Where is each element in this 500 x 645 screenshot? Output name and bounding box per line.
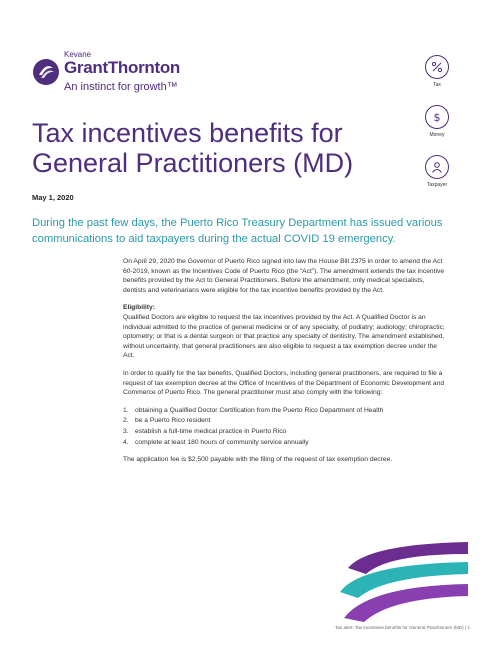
category-taxpayer: [423, 155, 451, 203]
fee-paragraph: The application fee is $2,500 payable with the filing of the request of tax exemption decree.: [123, 456, 393, 464]
eligibility-heading: Eligibility:: [123, 304, 155, 312]
logo-kevane: Kevane: [64, 50, 92, 59]
dollar-icon: [431, 111, 443, 123]
category-icons: [423, 55, 451, 205]
category-money: [423, 105, 451, 153]
category-label: Taxpayer: [426, 182, 448, 188]
grant-thornton-logo: [32, 48, 202, 110]
logo-mark-icon: [32, 58, 60, 86]
body-text: [123, 257, 445, 473]
logo-tagline: An instinct for growth™: [64, 81, 178, 93]
page-title: Tax incentives benefits for General Practitioners (MD): [32, 118, 354, 178]
list-item: 1. obtaining a Qualified Doctor Certification from the Puerto Rico Department of Health: [123, 406, 384, 414]
category-tax: [423, 55, 451, 103]
qualification-paragraph: In order to qualify for the tax benefits, Qualified Doctors, including general practitioners, are required to file a request of tax exemption decree at the Office of Incentives of the Department of Economic Development and Commerce of Puerto Rico. The general practitioner must also comply with the following:: [123, 369, 445, 397]
category-label: Tax: [433, 82, 441, 88]
intro-paragraph: On April 29, 2020 the Governor of Puerto Rico signed into law the House Bill 2375 in order to amend the Act 60-2019, known as the Incentives Code of Puerto Rico (the “Act”). The amendment extends the tax incentive benefits provided by the Act to General Practitioners. Before the amendment, only medical specialists, dentists and veterinarians were eligible for the tax incentive benefits provided by the Act.: [123, 258, 445, 294]
requirements-list: [123, 406, 445, 447]
logo-name: GrantThornton: [64, 58, 181, 77]
list-item: 3. establish a full-time medical practice in Puerto Rico: [123, 427, 287, 435]
person-icon: [431, 161, 443, 173]
svg-text:$: $: [433, 111, 441, 123]
percent-icon: [431, 61, 443, 73]
publication-date: May 1, 2020: [32, 193, 74, 202]
list-item: 2. be a Puerto Rico resident: [123, 417, 211, 425]
eligibility-paragraph: Qualified Doctors are eligible to request the tax incentives provided by the Act. A Qualified Doctor is an individual admitted to the practice of general medicine or of any specialty, of podiatry; audiology; chiropractic; optometry; or that is a dental surgeon or that practice any specialty of dentistry. The amendment established, without uncertainty, that general practitioners are also eligible to request a tax exemption decree under the Act.: [123, 313, 445, 360]
page-footer: Tax alert: Tax incentives benefits for General Practitioners (MD) | 1: [335, 625, 470, 630]
lead-paragraph: During the past few days, the Puerto Rico Treasury Department has issued various communications to aid taxpayers during the actual COVID 19 emergency.: [32, 217, 443, 245]
category-label: Money: [429, 132, 445, 138]
decorative-swoosh-graphic: [338, 540, 468, 625]
list-item: 4. complete at least 180 hours of community service annually: [123, 438, 309, 446]
